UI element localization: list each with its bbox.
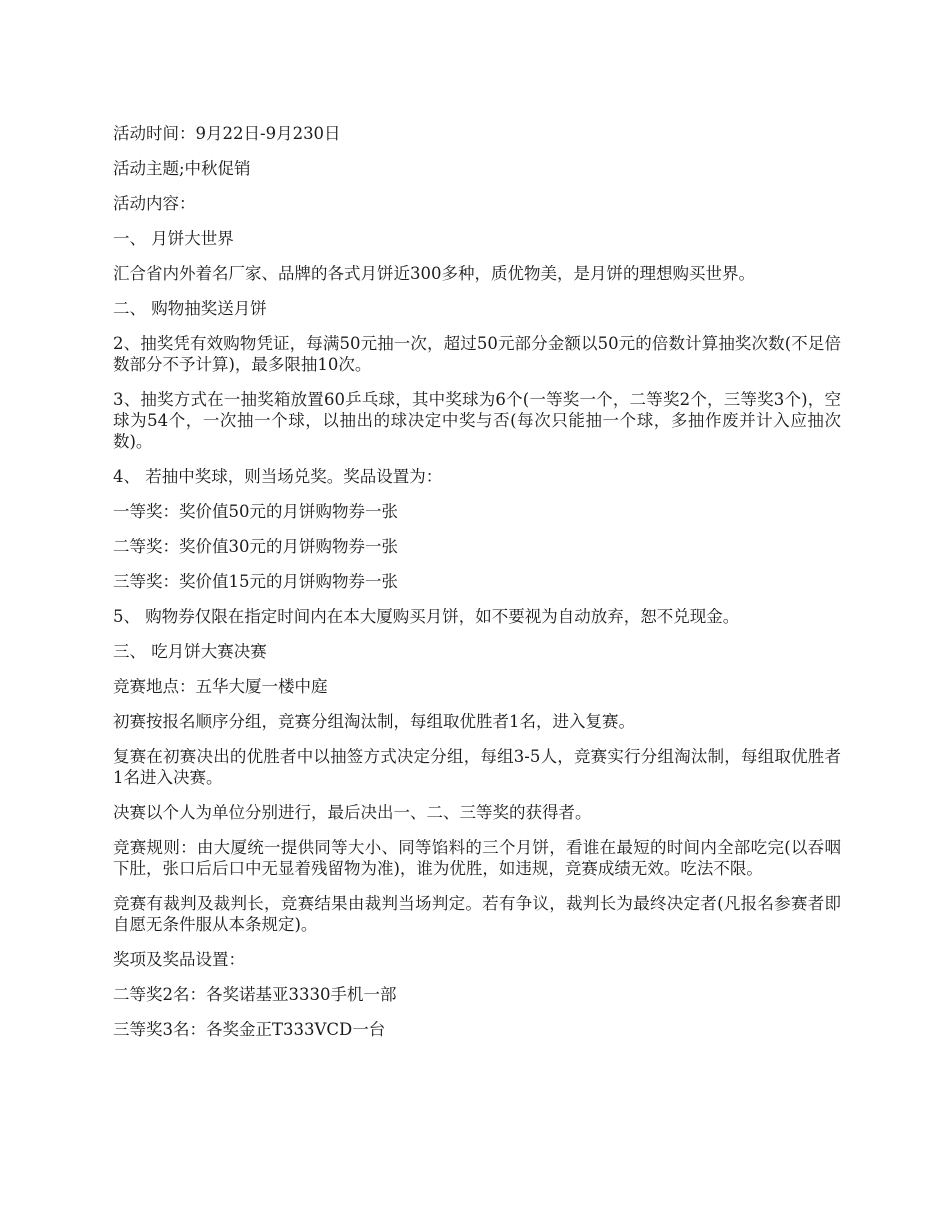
prize-item: 二等奖：奖价值30元的月饼购物券一张 bbox=[113, 537, 398, 556]
paragraph: 5、 购物券仅限在指定时间内在本大厦购买月饼，如不要视为自动放弃，恕不兑现金。 bbox=[113, 607, 740, 626]
paragraph: 竞赛规则：由大厦统一提供同等大小、同等馅料的三个月饼，看谁在最短的时间内全部吃完(以吞咽下肚，张口后后口中无显着残留物为准)，谁为优胜，如违规，竞赛成绩无效。吃法不限。 bbox=[113, 838, 841, 878]
paragraph: 3、抽奖方式在一抽奖箱放置60乒乓球，其中奖球为6个(一等奖一个，二等奖2个，三等奖3个)，空球为54个，一次抽一个球，以抽出的球决定中奖与否(每次只能抽一个球，多抽作废并计入应抽次数)。 bbox=[113, 390, 841, 451]
paragraph: 4、 若抽中奖球，则当场兑奖。奖品设置为： bbox=[113, 467, 443, 486]
prize-item: 三等奖：奖价值15元的月饼购物券一张 bbox=[113, 572, 398, 591]
paragraph: 竞赛地点：五华大厦一楼中庭 bbox=[113, 677, 328, 696]
paragraph: 竞赛有裁判及裁判长，竞赛结果由裁判当场判定。若有争议，裁判长为最终决定者(凡报名参赛者即自愿无条件服从本条规定)。 bbox=[113, 894, 841, 934]
event-time: 活动时间：9月22日-9月230日 bbox=[113, 124, 341, 143]
event-theme: 活动主题;中秋促销 bbox=[113, 159, 251, 178]
paragraph: 汇合省内外着名厂家、品牌的各式月饼近300多种，质优物美，是月饼的理想购买世界。 bbox=[113, 264, 755, 283]
paragraph: 决赛以个人为单位分别进行，最后决出一、二、三等奖的获得者。 bbox=[113, 803, 592, 822]
section-heading-2: 二、 购物抽奖送月饼 bbox=[113, 299, 267, 318]
section-heading-3: 三、 吃月饼大赛决赛 bbox=[113, 642, 267, 661]
event-content-heading: 活动内容： bbox=[113, 194, 196, 213]
prize-item: 一等奖：奖价值50元的月饼购物券一张 bbox=[113, 502, 398, 521]
paragraph: 初赛按报名顺序分组，竞赛分组淘汰制，每组取优胜者1名，进入复赛。 bbox=[113, 712, 635, 731]
paragraph: 复赛在初赛决出的优胜者中以抽签方式决定分组，每组3-5人，竞赛实行分组淘汰制，每组取优胜者1名进入决赛。 bbox=[113, 747, 841, 787]
section-heading-1: 一、 月饼大世界 bbox=[113, 229, 234, 248]
document-body bbox=[113, 123, 841, 1054]
paragraph: 奖项及奖品设置： bbox=[113, 950, 245, 969]
prize-item: 二等奖2名：各奖诺基亚3330手机一部 bbox=[113, 985, 397, 1004]
paragraph: 2、抽奖凭有效购物凭证，每满50元抽一次，超过50元部分金额以50元的倍数计算抽奖次数(不足倍数部分不予计算)，最多限抽10次。 bbox=[113, 334, 841, 374]
prize-item: 三等奖3名：各奖金正T333VCD一台 bbox=[113, 1020, 386, 1039]
